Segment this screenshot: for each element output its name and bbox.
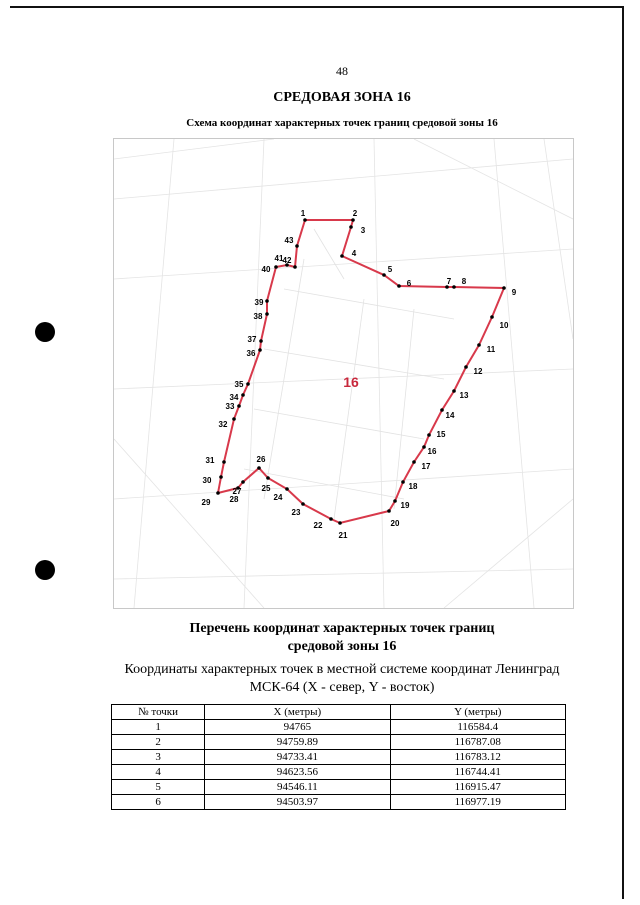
coordinate-list-title-line1: Перечень координат характерных точек границ bbox=[189, 621, 495, 636]
map-grid-line bbox=[114, 139, 274, 159]
boundary-point-label: 22 bbox=[313, 521, 323, 530]
boundary-point-marker bbox=[257, 466, 261, 470]
boundary-point-marker bbox=[232, 417, 236, 421]
map-street-line bbox=[314, 229, 344, 279]
boundary-point-marker bbox=[387, 509, 391, 513]
boundary-point-label: 43 bbox=[284, 236, 294, 245]
boundary-point-label: 20 bbox=[390, 519, 400, 528]
map-street-line bbox=[334, 299, 364, 519]
cell-x: 94765 bbox=[205, 720, 390, 735]
cell-point-number: 5 bbox=[112, 780, 205, 795]
coordinate-system-line2: МСК-64 (X - север, Y - восток) bbox=[249, 680, 435, 695]
boundary-point-label: 31 bbox=[205, 456, 215, 465]
header-point-number: № точки bbox=[112, 705, 205, 720]
coordinate-list-title bbox=[0, 620, 640, 656]
boundary-point-label: 38 bbox=[253, 312, 263, 321]
boundary-point-label: 5 bbox=[387, 265, 393, 274]
boundary-point-marker bbox=[338, 521, 342, 525]
punch-hole-bottom bbox=[35, 560, 55, 580]
table-row bbox=[112, 765, 566, 780]
boundary-point-label: 27 bbox=[232, 487, 242, 496]
boundary-point-label: 40 bbox=[261, 265, 271, 274]
map-grid-line bbox=[414, 139, 573, 219]
boundary-point-label: 33 bbox=[225, 402, 235, 411]
cell-point-number: 3 bbox=[112, 750, 205, 765]
boundary-point-marker bbox=[265, 312, 269, 316]
boundary-point-marker bbox=[452, 285, 456, 289]
boundary-point-label: 19 bbox=[400, 501, 410, 510]
cell-y: 116977.19 bbox=[390, 795, 565, 810]
boundary-point-label: 17 bbox=[421, 462, 431, 471]
boundary-point-label: 9 bbox=[511, 288, 517, 297]
boundary-point-marker bbox=[301, 502, 305, 506]
boundary-point-label: 39 bbox=[254, 298, 264, 307]
boundary-point-label: 15 bbox=[436, 430, 446, 439]
page-title: СРЕДОВАЯ ЗОНА 16 bbox=[273, 90, 411, 105]
boundary-point-label: 16 bbox=[427, 447, 437, 456]
boundary-point-marker bbox=[219, 475, 223, 479]
cell-y: 116584.4 bbox=[390, 720, 565, 735]
boundary-point-marker bbox=[274, 265, 278, 269]
boundary-point-marker bbox=[397, 284, 401, 288]
boundary-point-marker bbox=[222, 460, 226, 464]
boundary-point-label: 10 bbox=[499, 321, 509, 330]
cell-y: 116783.12 bbox=[390, 750, 565, 765]
boundary-point-marker bbox=[303, 218, 307, 222]
boundary-point-label: 28 bbox=[229, 495, 239, 504]
map-grid-line bbox=[444, 499, 573, 608]
boundary-point-marker bbox=[440, 408, 444, 412]
boundary-point-label: 37 bbox=[247, 335, 257, 344]
boundary-point-marker bbox=[258, 348, 262, 352]
boundary-point-marker bbox=[401, 480, 405, 484]
cell-point-number: 1 bbox=[112, 720, 205, 735]
cell-x: 94733.41 bbox=[205, 750, 390, 765]
map-grid-line bbox=[494, 139, 534, 608]
boundary-point-label: 7 bbox=[446, 277, 452, 286]
boundary-point-marker bbox=[502, 286, 506, 290]
cell-y: 116787.08 bbox=[390, 735, 565, 750]
map-street-line bbox=[284, 289, 454, 319]
map-grid-line bbox=[134, 139, 174, 608]
boundary-point-marker bbox=[412, 460, 416, 464]
boundary-point-marker bbox=[490, 315, 494, 319]
boundary-point-marker bbox=[349, 225, 353, 229]
cell-point-number: 4 bbox=[112, 765, 205, 780]
boundary-point-label: 24 bbox=[273, 493, 283, 502]
header-x: X (метры) bbox=[205, 705, 390, 720]
coordinate-system-line1: Координаты характерных точек в местной системе координат Ленинград bbox=[124, 662, 560, 677]
boundary-point-label: 3 bbox=[360, 226, 366, 235]
boundary-point-label: 14 bbox=[445, 411, 455, 420]
boundary-point-label: 13 bbox=[459, 391, 469, 400]
cell-x: 94503.97 bbox=[205, 795, 390, 810]
boundary-point-marker bbox=[237, 404, 241, 408]
boundary-point-marker bbox=[241, 480, 245, 484]
boundary-point-label: 41 bbox=[274, 254, 284, 263]
table-row bbox=[112, 795, 566, 810]
map-grid-line bbox=[114, 569, 573, 579]
boundary-point-marker bbox=[265, 299, 269, 303]
cell-x: 94623.56 bbox=[205, 765, 390, 780]
map-caption: Схема координат характерных точек границ средовой зоны 16 bbox=[186, 117, 498, 129]
boundary-point-marker bbox=[393, 499, 397, 503]
boundary-point-marker bbox=[241, 393, 245, 397]
boundary-point-marker bbox=[329, 517, 333, 521]
boundary-point-label: 6 bbox=[406, 279, 412, 288]
boundary-point-marker bbox=[452, 389, 456, 393]
boundary-point-marker bbox=[266, 476, 270, 480]
boundary-point-marker bbox=[246, 382, 250, 386]
cell-y: 116915.47 bbox=[390, 780, 565, 795]
table-row bbox=[112, 780, 566, 795]
boundary-point-label: 18 bbox=[408, 482, 418, 491]
zone-number-label: 16 bbox=[343, 374, 359, 390]
punch-hole-top bbox=[35, 322, 55, 342]
zone-map-canvas bbox=[114, 139, 573, 608]
boundary-point-label: 2 bbox=[352, 209, 358, 218]
boundary-point-marker bbox=[422, 445, 426, 449]
boundary-point-label: 1 bbox=[300, 209, 306, 218]
boundary-point-marker bbox=[340, 254, 344, 258]
boundary-point-label: 32 bbox=[218, 420, 228, 429]
cell-point-number: 2 bbox=[112, 735, 205, 750]
boundary-point-label: 30 bbox=[202, 476, 212, 485]
boundary-point-label: 29 bbox=[201, 498, 211, 507]
boundary-point-label: 11 bbox=[486, 345, 496, 354]
boundary-point-marker bbox=[216, 491, 220, 495]
boundary-point-marker bbox=[295, 244, 299, 248]
boundary-point-marker bbox=[285, 487, 289, 491]
boundary-point-marker bbox=[259, 339, 263, 343]
cell-x: 94546.11 bbox=[205, 780, 390, 795]
boundary-point-marker bbox=[351, 218, 355, 222]
boundary-point-label: 21 bbox=[338, 531, 348, 540]
coordinate-system-description bbox=[0, 661, 640, 697]
map-street-line bbox=[254, 409, 424, 439]
boundary-point-label: 26 bbox=[256, 455, 266, 464]
table-row bbox=[112, 750, 566, 765]
coordinate-list-title-line2: средовой зоны 16 bbox=[287, 639, 397, 654]
boundary-point-label: 23 bbox=[291, 508, 301, 517]
map-grid-line bbox=[374, 139, 384, 608]
header-y: Y (метры) bbox=[390, 705, 565, 720]
map-grid-line bbox=[544, 139, 573, 339]
table-row bbox=[112, 720, 566, 735]
boundary-point-label: 34 bbox=[229, 393, 239, 402]
boundary-point-label: 35 bbox=[234, 380, 244, 389]
boundary-point-label: 25 bbox=[261, 484, 271, 493]
coordinates-table bbox=[111, 704, 566, 810]
boundary-point-marker bbox=[477, 343, 481, 347]
boundary-point-marker bbox=[427, 433, 431, 437]
cell-point-number: 6 bbox=[112, 795, 205, 810]
cell-x: 94759.89 bbox=[205, 735, 390, 750]
map-grid-line bbox=[114, 469, 573, 499]
map-grid-line bbox=[114, 159, 573, 199]
boundary-point-label: 42 bbox=[282, 256, 292, 265]
map-grid-line bbox=[244, 139, 264, 608]
boundary-point-label: 36 bbox=[246, 349, 256, 358]
cell-y: 116744.41 bbox=[390, 765, 565, 780]
zone-map bbox=[113, 138, 574, 609]
boundary-point-label: 4 bbox=[351, 249, 357, 258]
boundary-point-marker bbox=[382, 273, 386, 277]
boundary-point-label: 8 bbox=[461, 277, 467, 286]
boundary-point-marker bbox=[464, 365, 468, 369]
boundary-point-label: 12 bbox=[473, 367, 483, 376]
table-row bbox=[112, 735, 566, 750]
page-number: 48 bbox=[336, 64, 348, 78]
boundary-point-marker bbox=[293, 265, 297, 269]
table-header-row bbox=[112, 705, 566, 720]
